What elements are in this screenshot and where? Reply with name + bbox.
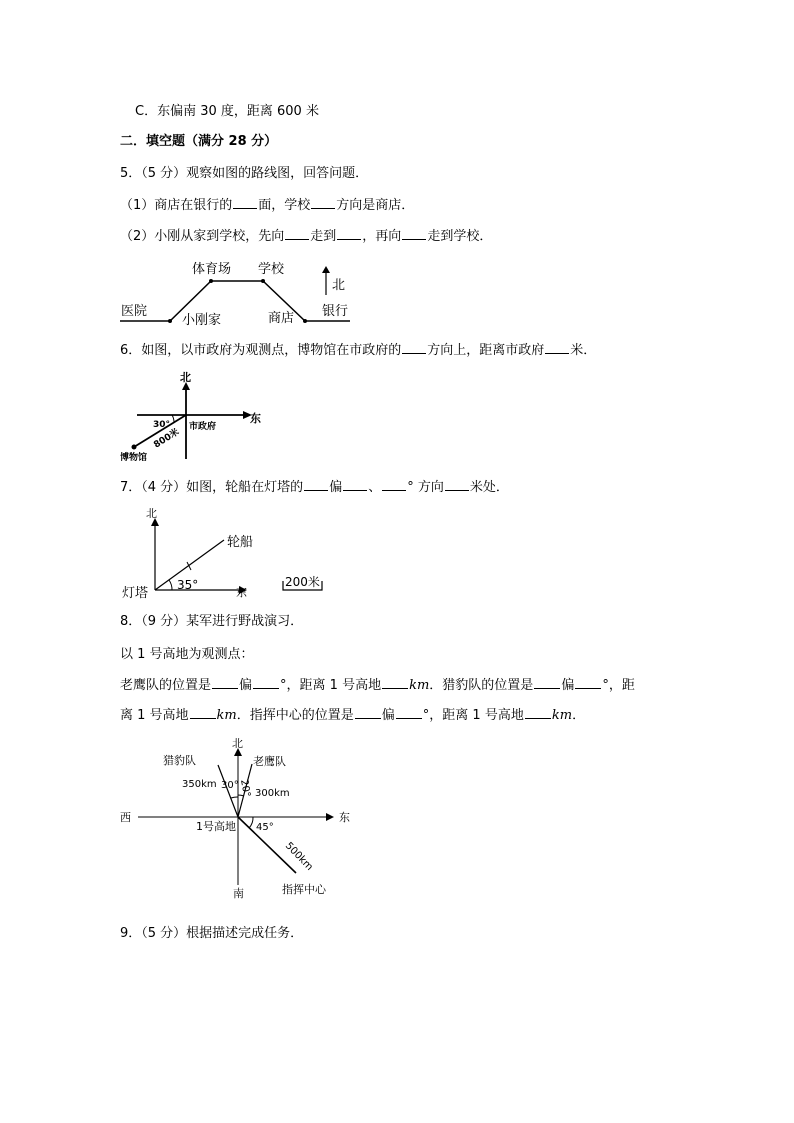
label-north: 北 xyxy=(332,278,346,293)
q8-l1-text-f: °，距 xyxy=(602,678,635,693)
label-angle: 35° xyxy=(177,578,199,592)
q7-text-d: ° 方向 xyxy=(407,480,444,495)
label-home: 小刚家 xyxy=(182,313,222,328)
label-north: 北 xyxy=(180,371,191,384)
label-north: 北 xyxy=(146,507,157,520)
label-lighthouse: 灯塔 xyxy=(122,586,149,601)
unit-km: km xyxy=(216,708,237,723)
q8-l1-text-d: ．猎豹队的位置是 xyxy=(429,678,534,693)
q8-l1-text-e: 偏 xyxy=(561,678,575,693)
label-west: 西 xyxy=(120,811,131,824)
q8-l1-text-a: 老鹰队的位置是 xyxy=(120,678,212,693)
label-angle: 30° xyxy=(153,420,171,430)
label-distance: 800米 xyxy=(152,427,182,451)
q5-p2-text-a: （2）小刚从家到学校，先向 xyxy=(120,229,285,244)
q7-text-a: 7．（4 分）如图，轮船在灯塔的 xyxy=(120,480,304,495)
leopard-line xyxy=(218,765,238,817)
label-eagle: 老鹰队 xyxy=(253,755,286,768)
label-north: 北 xyxy=(232,737,243,750)
label-30deg: 30° xyxy=(221,780,239,791)
q5-p1-text-a: （1）商店在银行的 xyxy=(120,198,233,213)
q8-l2-text-c: 偏 xyxy=(381,708,395,723)
q8-l1-text-b: 偏 xyxy=(239,678,253,693)
q8-l2-text-a: 离 1 号高地 xyxy=(120,708,189,723)
q6-text-a: 6．如图，以市政府为观测点，博物馆在市政府的 xyxy=(120,343,402,358)
q7-text-b: 偏 xyxy=(329,480,343,495)
q8-l2-text-b: ．指挥中心的位置是 xyxy=(236,708,354,723)
label-command: 指挥中心 xyxy=(282,883,326,896)
label-museum: 博物馆 xyxy=(120,453,148,463)
label-leopard: 猎豹队 xyxy=(163,754,196,767)
unit-km: km xyxy=(409,678,430,693)
angle-arc-30 xyxy=(231,797,238,798)
q5-p2-text-c: ，再向 xyxy=(362,229,402,244)
q6-text-b: 方向上，距离市政府 xyxy=(427,343,545,358)
q5-stem: 5．（5 分）观察如图的路线图，回答问题． xyxy=(120,166,369,181)
label-bank: 银行 xyxy=(322,304,349,319)
q7-text-c: 、 xyxy=(368,480,382,495)
section-title: 二．填空题（满分 28 分） xyxy=(120,134,278,149)
label-shop: 商店 xyxy=(268,311,295,326)
label-hospital: 医院 xyxy=(121,304,148,319)
label-school: 学校 xyxy=(258,262,285,277)
q8-l1-text-c: °，距离 1 号高地 xyxy=(280,678,382,693)
label-east: 东 xyxy=(339,811,350,824)
unit-km: km xyxy=(551,708,573,723)
label-origin: 1号高地 xyxy=(196,820,236,833)
label-20deg: 20° xyxy=(238,778,252,798)
q5-p2-text-d: 走到学校． xyxy=(427,229,493,244)
q5-p1-text-b: 面，学校 xyxy=(258,198,311,213)
label-scale: 200米 xyxy=(285,575,320,589)
label-east: 东 xyxy=(236,586,247,599)
label-45deg: 45° xyxy=(256,822,274,833)
q8-l2-text-d: °，距离 1 号高地 xyxy=(422,708,524,723)
angle-arc-45 xyxy=(249,817,253,828)
q5-p2-text-b: 走到 xyxy=(310,229,337,244)
east-arrow-head-icon xyxy=(326,813,334,821)
label-350km: 350km xyxy=(182,779,217,790)
label-500km: 500km xyxy=(282,840,315,873)
q8-stem: 8．（9 分）某军进行野战演习． xyxy=(120,614,304,629)
option-c: C．东偏南 30 度，距离 600 米 xyxy=(135,104,319,119)
label-stadium: 体育场 xyxy=(192,262,232,277)
label-gov: 市政府 xyxy=(189,422,217,432)
label-south: 南 xyxy=(233,887,244,900)
label-east: 东 xyxy=(250,412,261,425)
label-300km: 300km xyxy=(255,788,290,799)
q7-text-e: 米处． xyxy=(469,480,509,495)
q6-text-c: 米． xyxy=(570,343,597,358)
q5-p1-text-c: 方向是商店． xyxy=(336,198,415,213)
q9-stem: 9．（5 分）根据描述完成任务． xyxy=(120,926,304,941)
q8-l2-text-e: ． xyxy=(572,708,586,723)
label-ship: 轮船 xyxy=(227,535,254,550)
q8-observation: 以 1 号高地为观测点： xyxy=(120,647,254,662)
